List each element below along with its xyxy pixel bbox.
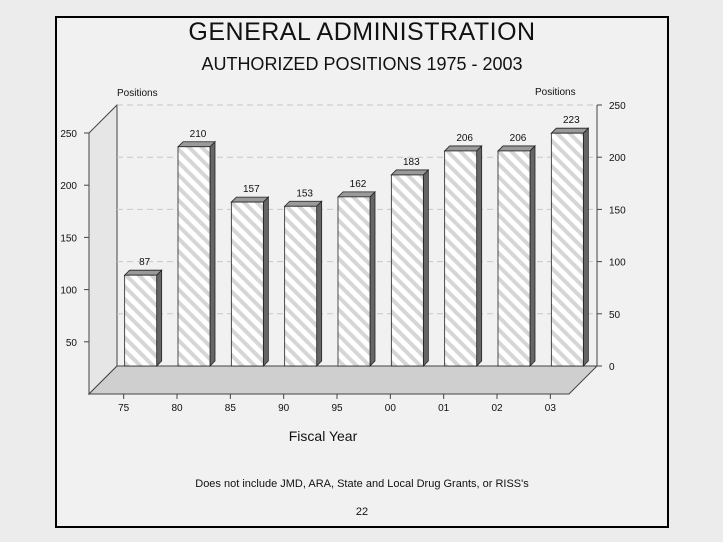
data-label: 206 (456, 132, 474, 144)
y-tick-label-right: 200 (609, 153, 626, 165)
page-number: 22 (355, 506, 369, 518)
x-tick-label: 95 (331, 403, 343, 414)
data-label: 206 (509, 132, 527, 144)
slide-frame (55, 16, 669, 528)
bar-top (551, 128, 588, 133)
x-tick-label: 01 (438, 403, 450, 414)
x-tick-label: 85 (224, 403, 236, 414)
bar (498, 151, 530, 366)
data-label: 223 (562, 115, 580, 127)
bar-chart (57, 18, 667, 468)
bar-side (263, 197, 268, 366)
bar-top (498, 146, 535, 151)
x-tick-label: 75 (118, 403, 130, 414)
data-label: 183 (402, 156, 420, 168)
bar-side (317, 201, 322, 366)
x-tick-label: 03 (544, 403, 556, 414)
y-tick-label-left: 250 (60, 129, 77, 140)
bar (338, 197, 370, 366)
y-tick-label-left: 150 (60, 233, 77, 245)
bar-side (370, 192, 375, 366)
bar (231, 202, 263, 366)
bar-side (477, 146, 482, 366)
bar-top (178, 142, 215, 147)
bar-top (231, 197, 268, 202)
bar-top (338, 192, 375, 197)
data-label: 157 (242, 184, 260, 196)
bar-top (445, 146, 482, 151)
bar-top (125, 270, 162, 275)
bar-side (583, 128, 588, 366)
x-tick-label: 02 (491, 403, 503, 414)
x-tick-label: 90 (278, 403, 290, 414)
bars (125, 115, 589, 366)
y-axis-label-left: Positions (117, 88, 158, 99)
bar-side (530, 146, 535, 366)
y-tick-label-right: 150 (609, 205, 626, 217)
bar (391, 175, 423, 366)
bar (445, 151, 477, 366)
y-tick-label-left: 200 (60, 181, 77, 193)
chart-subtitle: AUTHORIZED POSITIONS 1975 - 2003 (201, 54, 523, 74)
bar (178, 147, 210, 366)
data-label: 153 (296, 188, 314, 200)
data-label: 87 (139, 257, 151, 269)
y-tick-label-right: 250 (609, 101, 626, 112)
footnote: Does not include JMD, ARA, State and Local Drug Grants, or RISS's (195, 478, 529, 490)
data-label: 162 (349, 178, 367, 190)
data-label: 210 (189, 128, 207, 140)
y-axis-label-right: Positions (535, 87, 576, 98)
y-tick-label-right: 0 (609, 362, 615, 373)
y-tick-label-left: 100 (60, 285, 77, 297)
bar-side (423, 170, 428, 366)
bar-top (391, 170, 428, 175)
bar-top (285, 201, 322, 206)
x-tick-label: 80 (171, 403, 183, 414)
y-tick-label-right: 50 (609, 309, 621, 321)
x-axis-title: Fiscal Year (288, 428, 358, 444)
bar (551, 133, 583, 366)
chart-title: GENERAL ADMINISTRATION (188, 18, 536, 46)
side-wall (89, 105, 117, 394)
bar-side (210, 142, 215, 366)
x-tick-label: 00 (384, 403, 396, 414)
y-tick-label-left: 50 (65, 337, 77, 349)
floor (89, 366, 597, 394)
bar-side (157, 270, 162, 366)
bar (125, 275, 157, 366)
y-tick-label-right: 100 (609, 257, 626, 269)
bar (285, 206, 317, 366)
